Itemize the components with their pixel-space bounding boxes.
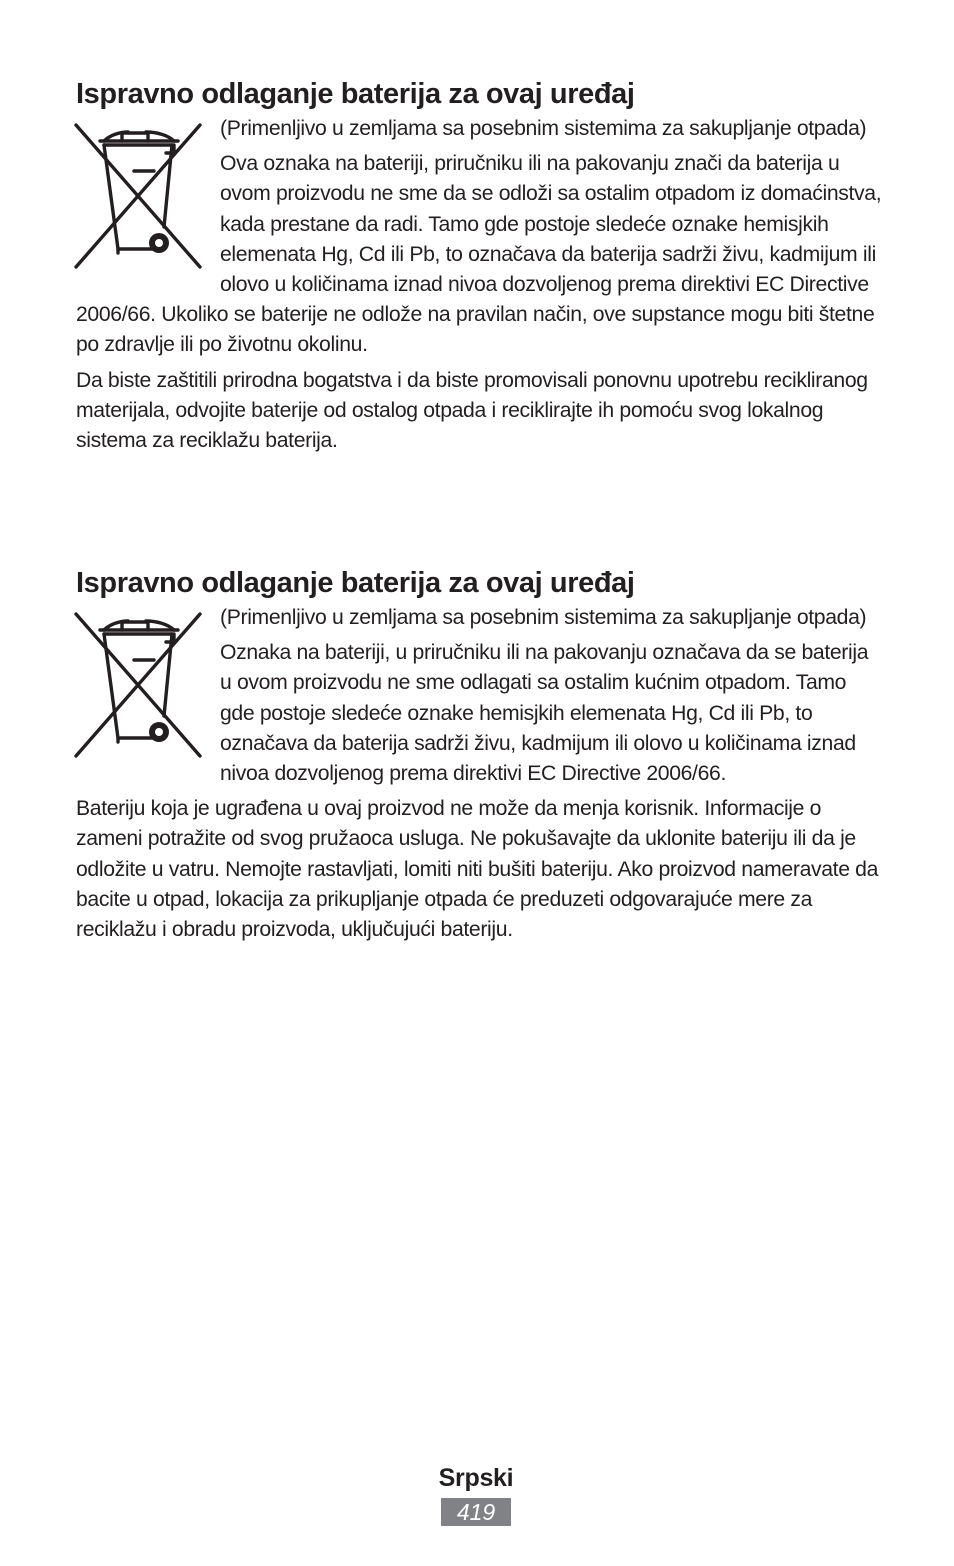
body-paragraph: Da biste zaštitili prirodna bogatstva i da biste promovisali ponovnu upotrebu recikliranog materijala, odvojite baterije od ostalog otpada i reciklirajte ih pomoću svog lokalnog sistema za reciklažu baterija. xyxy=(76,368,868,453)
body-paragraph: Ova oznaka na bateriji, priručniku ili na pakovanju znači da baterija u ovom proizvodu ne sme da se odloži sa ostalim otpadom iz domaćinstva, kada prestane da radi. Tamo gde postoje sledeće oznake hemisjkih elemenata Hg, Cd ili Pb, to označava da baterija sadrži živu, kadmijum ili olovo u količinama iznad nivoa dozvoljenog prema direktivi EC Directive 2006/66. Ukoliko se baterije ne odlože na pravilan način, ove supstance mogu biti štetne po zdravlje ili po životnu okolinu. xyxy=(76,152,882,357)
crossed-out-wheelie-bin-graphic xyxy=(74,608,202,760)
section-heading: Ispravno odlaganje baterija za ovaj uređaj xyxy=(76,567,635,599)
page-number-container xyxy=(0,1498,954,1526)
applicability-note: (Primenljivo u zemljama sa posebnim sistemima za sakupljanje otpada) xyxy=(220,606,867,629)
language-label: Srpski xyxy=(438,1464,514,1492)
page-footer xyxy=(0,1462,954,1526)
body-paragraph: Bateriju koja je ugrađena u ovaj proizvod ne može da menja korisnik. Informacije o zameni potražite od svog pružaoca usluga. Ne pokušavajte da uklonite bateriju ili da je odložite u vatru. Nemojte rastavljati, lomiti niti bušiti bateriju. Ako proizvod nameravate da bacite u otpad, lokacija za prikupljanje otpada će preduzeti odgovarajuće mere za reciklažu i obradu proizvoda, uključujući bateriju. xyxy=(76,797,879,942)
section-heading: Ispravno odlaganje baterija za ovaj uređaj xyxy=(76,78,635,110)
applicability-note: (Primenljivo u zemljama sa posebnim sistemima za sakupljanje otpada) xyxy=(220,117,867,140)
body-paragraph: Oznaka na bateriji, u priručniku ili na pakovanju označava da se baterija u ovom proizvodu ne sme odlagati sa ostalim kućnim otpadom. Tamo gde postoje sledeće oznake hemisjkih elemenata Hg, Cd ili Pb, to označava da baterija sadrži živu, kadmijum ili olovo u količinama iznad nivoa dozvoljenog prema direktivi EC Directive 2006/66. xyxy=(220,641,869,786)
battery-disposal-section-1 xyxy=(76,74,882,461)
page-number: 419 xyxy=(441,1498,511,1526)
crossed-out-wheelie-bin-graphic xyxy=(74,119,202,271)
crossed-out-wheelie-bin-icon xyxy=(74,119,202,271)
battery-disposal-section-2 xyxy=(76,563,882,950)
crossed-out-wheelie-bin-icon xyxy=(74,608,202,760)
